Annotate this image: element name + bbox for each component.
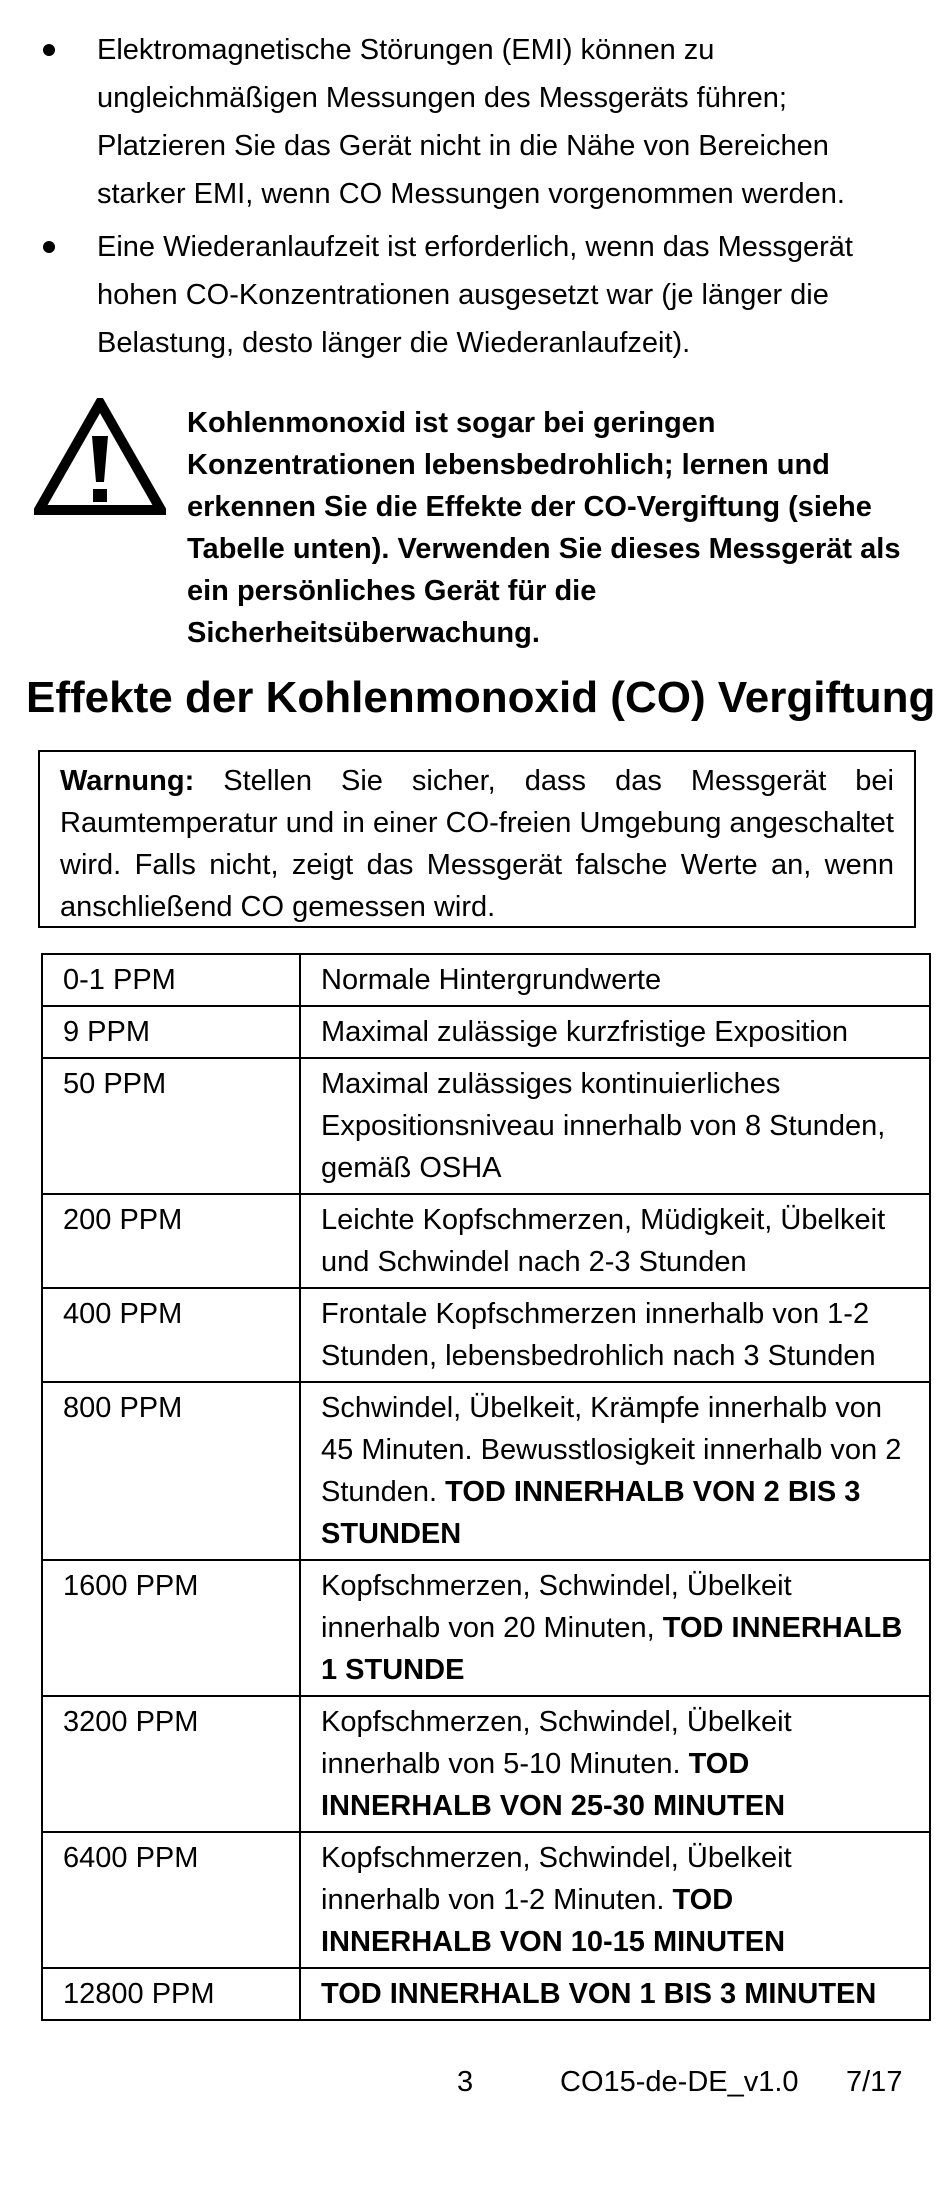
warning-note-text: Stellen Sie sicher, dass das Messgerät bei Raumtemperatur und in einer CO-freien Umgebung angeschaltet wird. Falls nicht, zeigt das Messgerät falsche Werte an, wenn anschließend CO gemessen wird.: [60, 765, 894, 923]
safety-warning-text: Kohlenmonoxid ist sogar bei geringen Konzentrationen lebensbedrohlich; lernen und erkennen Sie die Effekte der CO-Vergiftung (siehe Tabelle unten). Verwenden Sie dieses Messgerät als ein persönliches Gerät für die Sicherheitsüberwachung.: [187, 407, 901, 649]
effect-cell: [300, 1006, 930, 1058]
ppm-cell: 400 PPM: [42, 1288, 300, 1382]
bullet-dot-icon: [43, 44, 55, 56]
warning-triangle-icon: [34, 398, 166, 516]
effect-text: Frontale Kopfschmerzen innerhalb von 1-2 Stunden, lebensbedrohlich nach 3 Stunden: [321, 1298, 876, 1372]
effect-text: Kopfschmerzen, Schwindel, Übelkeit innerhalb von 1-2 Minuten.: [321, 1842, 792, 1916]
effect-death-text: TOD INNERHALB VON 10-15 MINUTEN: [321, 1884, 786, 1958]
bullet-item: [38, 26, 918, 218]
safety-warning-block: [34, 398, 924, 658]
bullet-item: [38, 223, 918, 367]
ppm-cell: 12800 PPM: [42, 1968, 300, 2020]
bullet-list: [38, 26, 918, 372]
page-number: 3: [457, 2066, 474, 2098]
table-row: [42, 1006, 930, 1058]
ppm-cell: 0-1 PPM: [42, 954, 300, 1006]
effect-text: Kopfschmerzen, Schwindel, Übelkeit innerhalb von 5-10 Minuten.: [321, 1706, 792, 1780]
effect-text: Maximal zulässiges kontinuierliches Expositionsniveau innerhalb von 8 Stunden, gemäß OSHA: [321, 1068, 886, 1184]
effect-cell: [300, 1288, 930, 1382]
table-row: [42, 1696, 930, 1832]
warning-note-box: [38, 750, 916, 928]
effect-death-text: TOD INNERHALB VON 2 BIS 3 STUNDEN: [321, 1476, 861, 1550]
bullet-text: Elektromagnetische Störungen (EMI) können zu ungleichmäßigen Messungen des Messgeräts führen; Platzieren Sie das Gerät nicht in die Nähe von Bereichen starker EMI, wenn CO Messungen vorgenommen werden.: [97, 34, 845, 210]
ppm-cell: 800 PPM: [42, 1382, 300, 1560]
effect-text: Maximal zulässige kurzfristige Exposition: [321, 1016, 849, 1048]
table-row: [42, 954, 930, 1006]
effect-cell: [300, 1968, 930, 2020]
effect-cell: [300, 1194, 930, 1288]
bullet-text: Eine Wiederanlaufzeit ist erforderlich, wenn das Messgerät hohen CO-Konzentrationen ausgesetzt war (je länger die Belastung, desto länger die Wiederanlaufzeit).: [97, 231, 853, 359]
effect-text: Normale Hintergrundwerte: [321, 964, 662, 996]
table-row: [42, 1968, 930, 2020]
effect-death-text: TOD INNERHALB VON 25-30 MINUTEN: [321, 1748, 786, 1822]
effect-cell: [300, 954, 930, 1006]
section-heading: Effekte der Kohlenmonoxid (CO) Vergiftung: [26, 673, 936, 722]
effect-cell: [300, 1382, 930, 1560]
effect-text: Leichte Kopfschmerzen, Müdigkeit, Übelkeit und Schwindel nach 2-3 Stunden: [321, 1204, 886, 1278]
effect-cell: [300, 1832, 930, 1968]
warning-note-label: Warnung:: [60, 765, 195, 797]
ppm-cell: 9 PPM: [42, 1006, 300, 1058]
ppm-cell: 200 PPM: [42, 1194, 300, 1288]
effect-cell: [300, 1560, 930, 1696]
ppm-cell: 1600 PPM: [42, 1560, 300, 1696]
page-count: 7/17: [846, 2066, 903, 2098]
table-row: [42, 1832, 930, 1968]
table-row: [42, 1382, 930, 1560]
table-row: [42, 1560, 930, 1696]
ppm-cell: 6400 PPM: [42, 1832, 300, 1968]
effect-death-text: TOD INNERHALB VON 1 BIS 3 MINUTEN: [321, 1978, 877, 2010]
effect-cell: [300, 1058, 930, 1194]
table-row: [42, 1058, 930, 1194]
ppm-cell: 3200 PPM: [42, 1696, 300, 1832]
document-id: CO15-de-DE_v1.0: [560, 2066, 799, 2098]
ppm-cell: 50 PPM: [42, 1058, 300, 1194]
table-row: [42, 1194, 930, 1288]
effect-text: Schwindel, Übelkeit, Krämpfe innerhalb von 45 Minuten. Bewusstlosigkeit innerhalb von 2 Stunden.: [321, 1392, 902, 1508]
effect-cell: [300, 1696, 930, 1832]
table-row: [42, 1288, 930, 1382]
effect-text: Kopfschmerzen, Schwindel, Übelkeit innerhalb von 20 Minuten,: [321, 1570, 792, 1644]
co-effects-table: [41, 953, 931, 2021]
bullet-dot-icon: [43, 241, 55, 253]
effect-death-text: TOD INNERHALB 1 STUNDE: [321, 1612, 903, 1686]
